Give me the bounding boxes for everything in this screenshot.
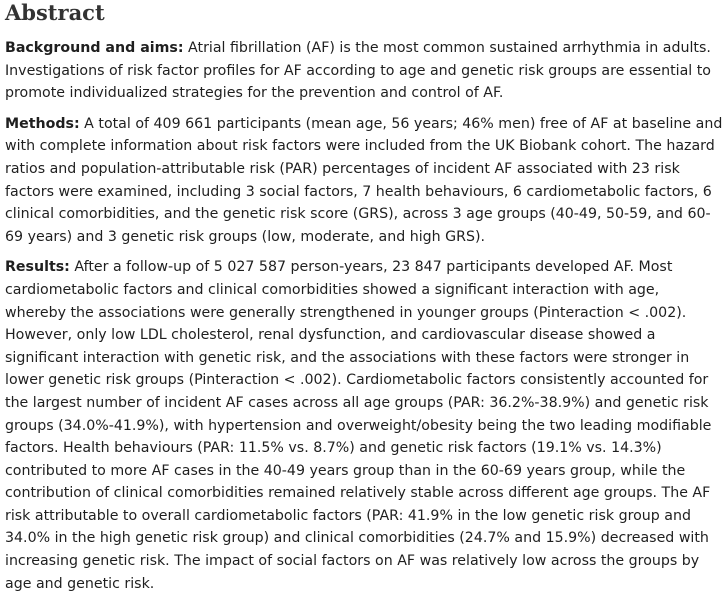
background-label: Background and aims: bbox=[5, 40, 184, 56]
abstract-heading: Abstract bbox=[5, 0, 105, 25]
results-text: After a follow-up of 5 027 587 person-years, 23 847 participants developed AF. Most cardiometabolic factors and clinical comorbidities showed a significant interaction with age, whereby the associations were generally strengthened in younger groups (Pinteraction < .002). However, only low LDL cholesterol, renal dysfunction, and cardiovascular disease showed a significant interaction with genetic risk, and the associations with these factors were stronger in lower genetic risk groups (Pinteraction < .002). Cardiometabolic factors consistently accounted for the largest number of incident AF cases across all age groups (PAR: 36.2%-38.9%) and genetic risk groups (34.0%-41.9%), with hypertension and overweight/obesity being the two leading modifiable factors. Health behaviours (PAR: 11.5% vs. 8.7%) and genetic risk factors (19.1% vs. 14.3%) contributed to more AF cases in the 40-49 years group than in the 60-69 years group, while the contribution of clinical comorbidities remained relatively stable across different age groups. The AF risk attributable to overall cardiometabolic factors (PAR: 41.9% in the low genetic risk group and 34.0% in the high genetic risk group) and clinical comorbidities (24.7% and 15.9%) decreased with increasing genetic risk. The impact of social factors on AF was relatively low across the groups by age and genetic risk. bbox=[5, 259, 712, 592]
background-text: Atrial fibrillation (AF) is the most common sustained arrhythmia in adults. Investigations of risk factor profiles for AF according to age and genetic risk groups are essential to promote individualized strategies for the prevention and control of AF. bbox=[5, 40, 711, 102]
results-paragraph bbox=[5, 256, 724, 595]
results-label: Results: bbox=[5, 259, 70, 276]
methods-label: Methods: bbox=[5, 115, 80, 132]
background-paragraph bbox=[5, 37, 724, 105]
methods-text: A total of 409 661 participants (mean age, 56 years; 46% men) free of AF at baseline and with complete information about risk factors were included from the UK Biobank cohort. The hazard ratios and population-attributable risk (PAR) percentages of incident AF associated with 23 risk factors were examined, including 3 social factors, 7 health behaviours, 6 cardiometabolic factors, 6 clinical comorbidities, and the genetic risk score (GRS), across 3 age groups (40-49, 50-59, and 60-69 years) and 3 genetic risk groups (low, moderate, and high GRS). bbox=[5, 115, 723, 245]
methods-paragraph bbox=[5, 113, 724, 249]
abstract-container bbox=[5, 0, 724, 595]
